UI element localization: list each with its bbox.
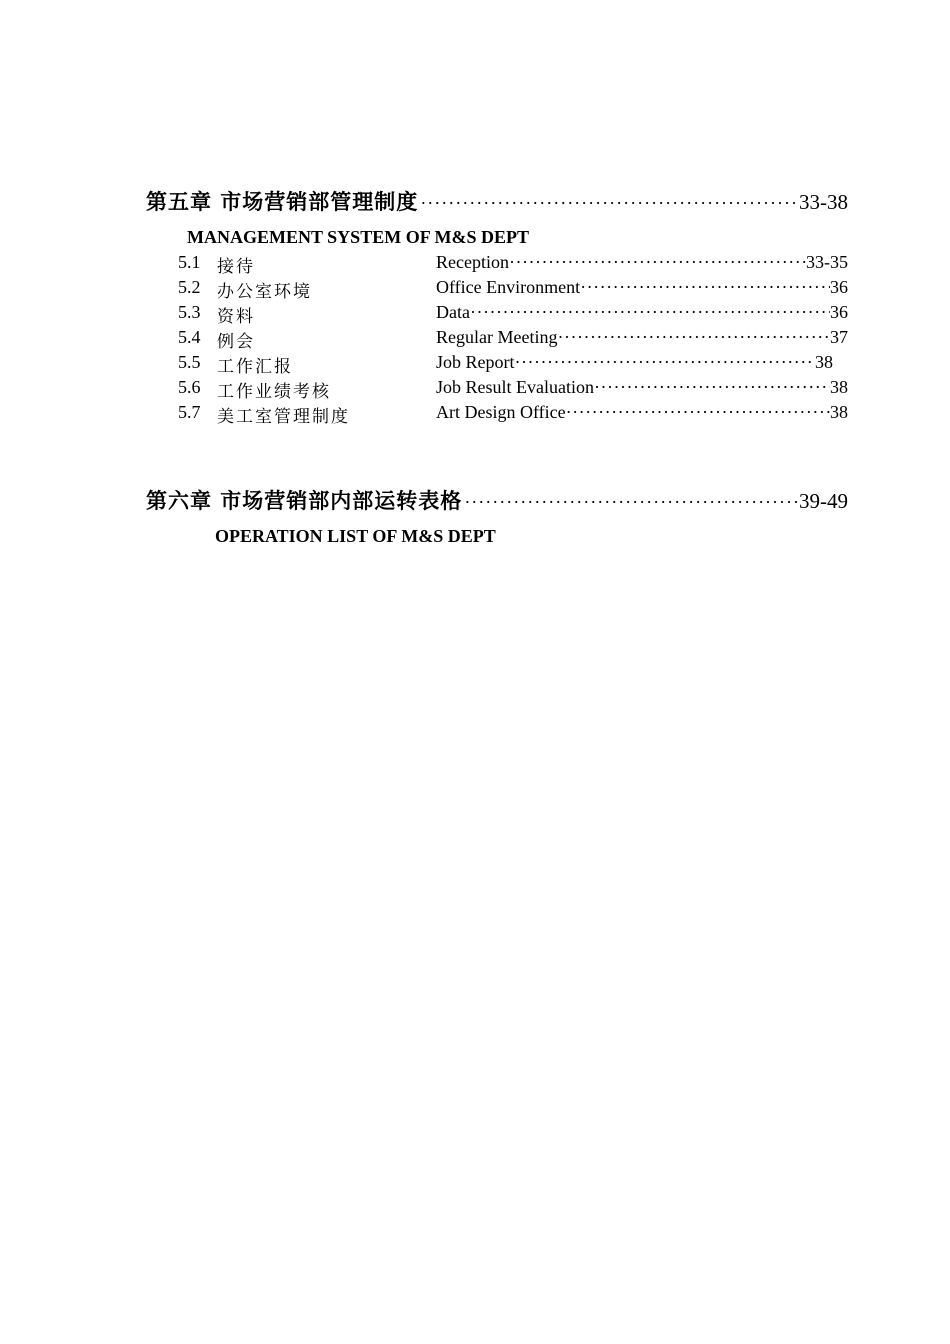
entry-number: 5.1	[178, 252, 201, 272]
toc-entry-5-7	[178, 402, 848, 426]
toc-entry-5-5	[178, 352, 848, 376]
chapter6-heading	[146, 485, 848, 515]
chapter6-leader-dots	[464, 492, 797, 513]
entry-leader-dots	[594, 377, 830, 398]
entry-english-line	[436, 277, 848, 298]
toc-entry-5-4	[178, 327, 848, 351]
entry-number: 5.6	[178, 377, 201, 397]
entry-number: 5.3	[178, 302, 201, 322]
entry-pages: 37	[830, 327, 848, 347]
chapter5-leader-dots	[420, 193, 797, 214]
entry-english-title: Reception	[436, 252, 509, 272]
entry-chinese-title: 办公室环境	[217, 282, 312, 302]
entry-chinese-title: 接待	[217, 257, 255, 277]
entry-leader-dots	[470, 302, 830, 323]
entry-english-line	[436, 352, 833, 373]
entry-english-title: Art Design Office	[436, 402, 566, 422]
entry-english-line	[436, 252, 848, 273]
entry-pages: 38	[830, 377, 848, 397]
chapter5-heading	[146, 186, 848, 216]
chapter5-title: 第五章 市场营销部管理制度	[146, 189, 419, 214]
entry-leader-dots	[509, 252, 806, 273]
entry-pages: 38	[830, 402, 848, 422]
chapter6-pages: 39-49	[799, 489, 848, 513]
entry-pages: 38	[815, 352, 833, 372]
entry-chinese-title: 例会	[217, 332, 255, 352]
entry-english-line	[436, 402, 848, 423]
entry-chinese-title: 工作业绩考核	[217, 382, 331, 402]
entry-pages: 33-35	[806, 252, 848, 272]
entry-english-title: Job Result Evaluation	[436, 377, 594, 397]
entry-number: 5.5	[178, 352, 201, 372]
entry-leader-dots	[557, 327, 830, 348]
entry-chinese-title: 工作汇报	[217, 357, 293, 377]
toc-entry-5-6	[178, 377, 848, 401]
entry-english-line	[436, 327, 848, 348]
entry-pages: 36	[830, 302, 848, 322]
toc-entry-5-1	[178, 252, 848, 276]
entry-english-title: Job Report	[436, 352, 515, 372]
chapter5-pages: 33-38	[799, 190, 848, 214]
entry-english-title: Regular Meeting	[436, 327, 558, 347]
entry-leader-dots	[515, 352, 816, 373]
entry-english-title: Data	[436, 302, 470, 322]
entry-english-line	[436, 377, 848, 398]
entry-pages: 36	[830, 277, 848, 297]
entry-leader-dots	[580, 277, 830, 298]
chapter5-subtitle: MANAGEMENT SYSTEM OF M&S DEPT	[187, 227, 530, 247]
entry-number: 5.7	[178, 402, 201, 422]
entry-chinese-title: 资料	[217, 307, 255, 327]
toc-entry-5-3	[178, 302, 848, 326]
entry-english-line	[436, 302, 848, 323]
chapter6-title: 第六章 市场营销部内部运转表格	[146, 488, 463, 513]
entry-leader-dots	[566, 402, 830, 423]
entry-number: 5.2	[178, 277, 201, 297]
toc-entry-5-2	[178, 277, 848, 301]
entry-number: 5.4	[178, 327, 201, 347]
entry-chinese-title: 美工室管理制度	[217, 407, 350, 427]
entry-english-title: Office Environment	[436, 277, 581, 297]
chapter6-subtitle: OPERATION LIST OF M&S DEPT	[215, 526, 496, 546]
